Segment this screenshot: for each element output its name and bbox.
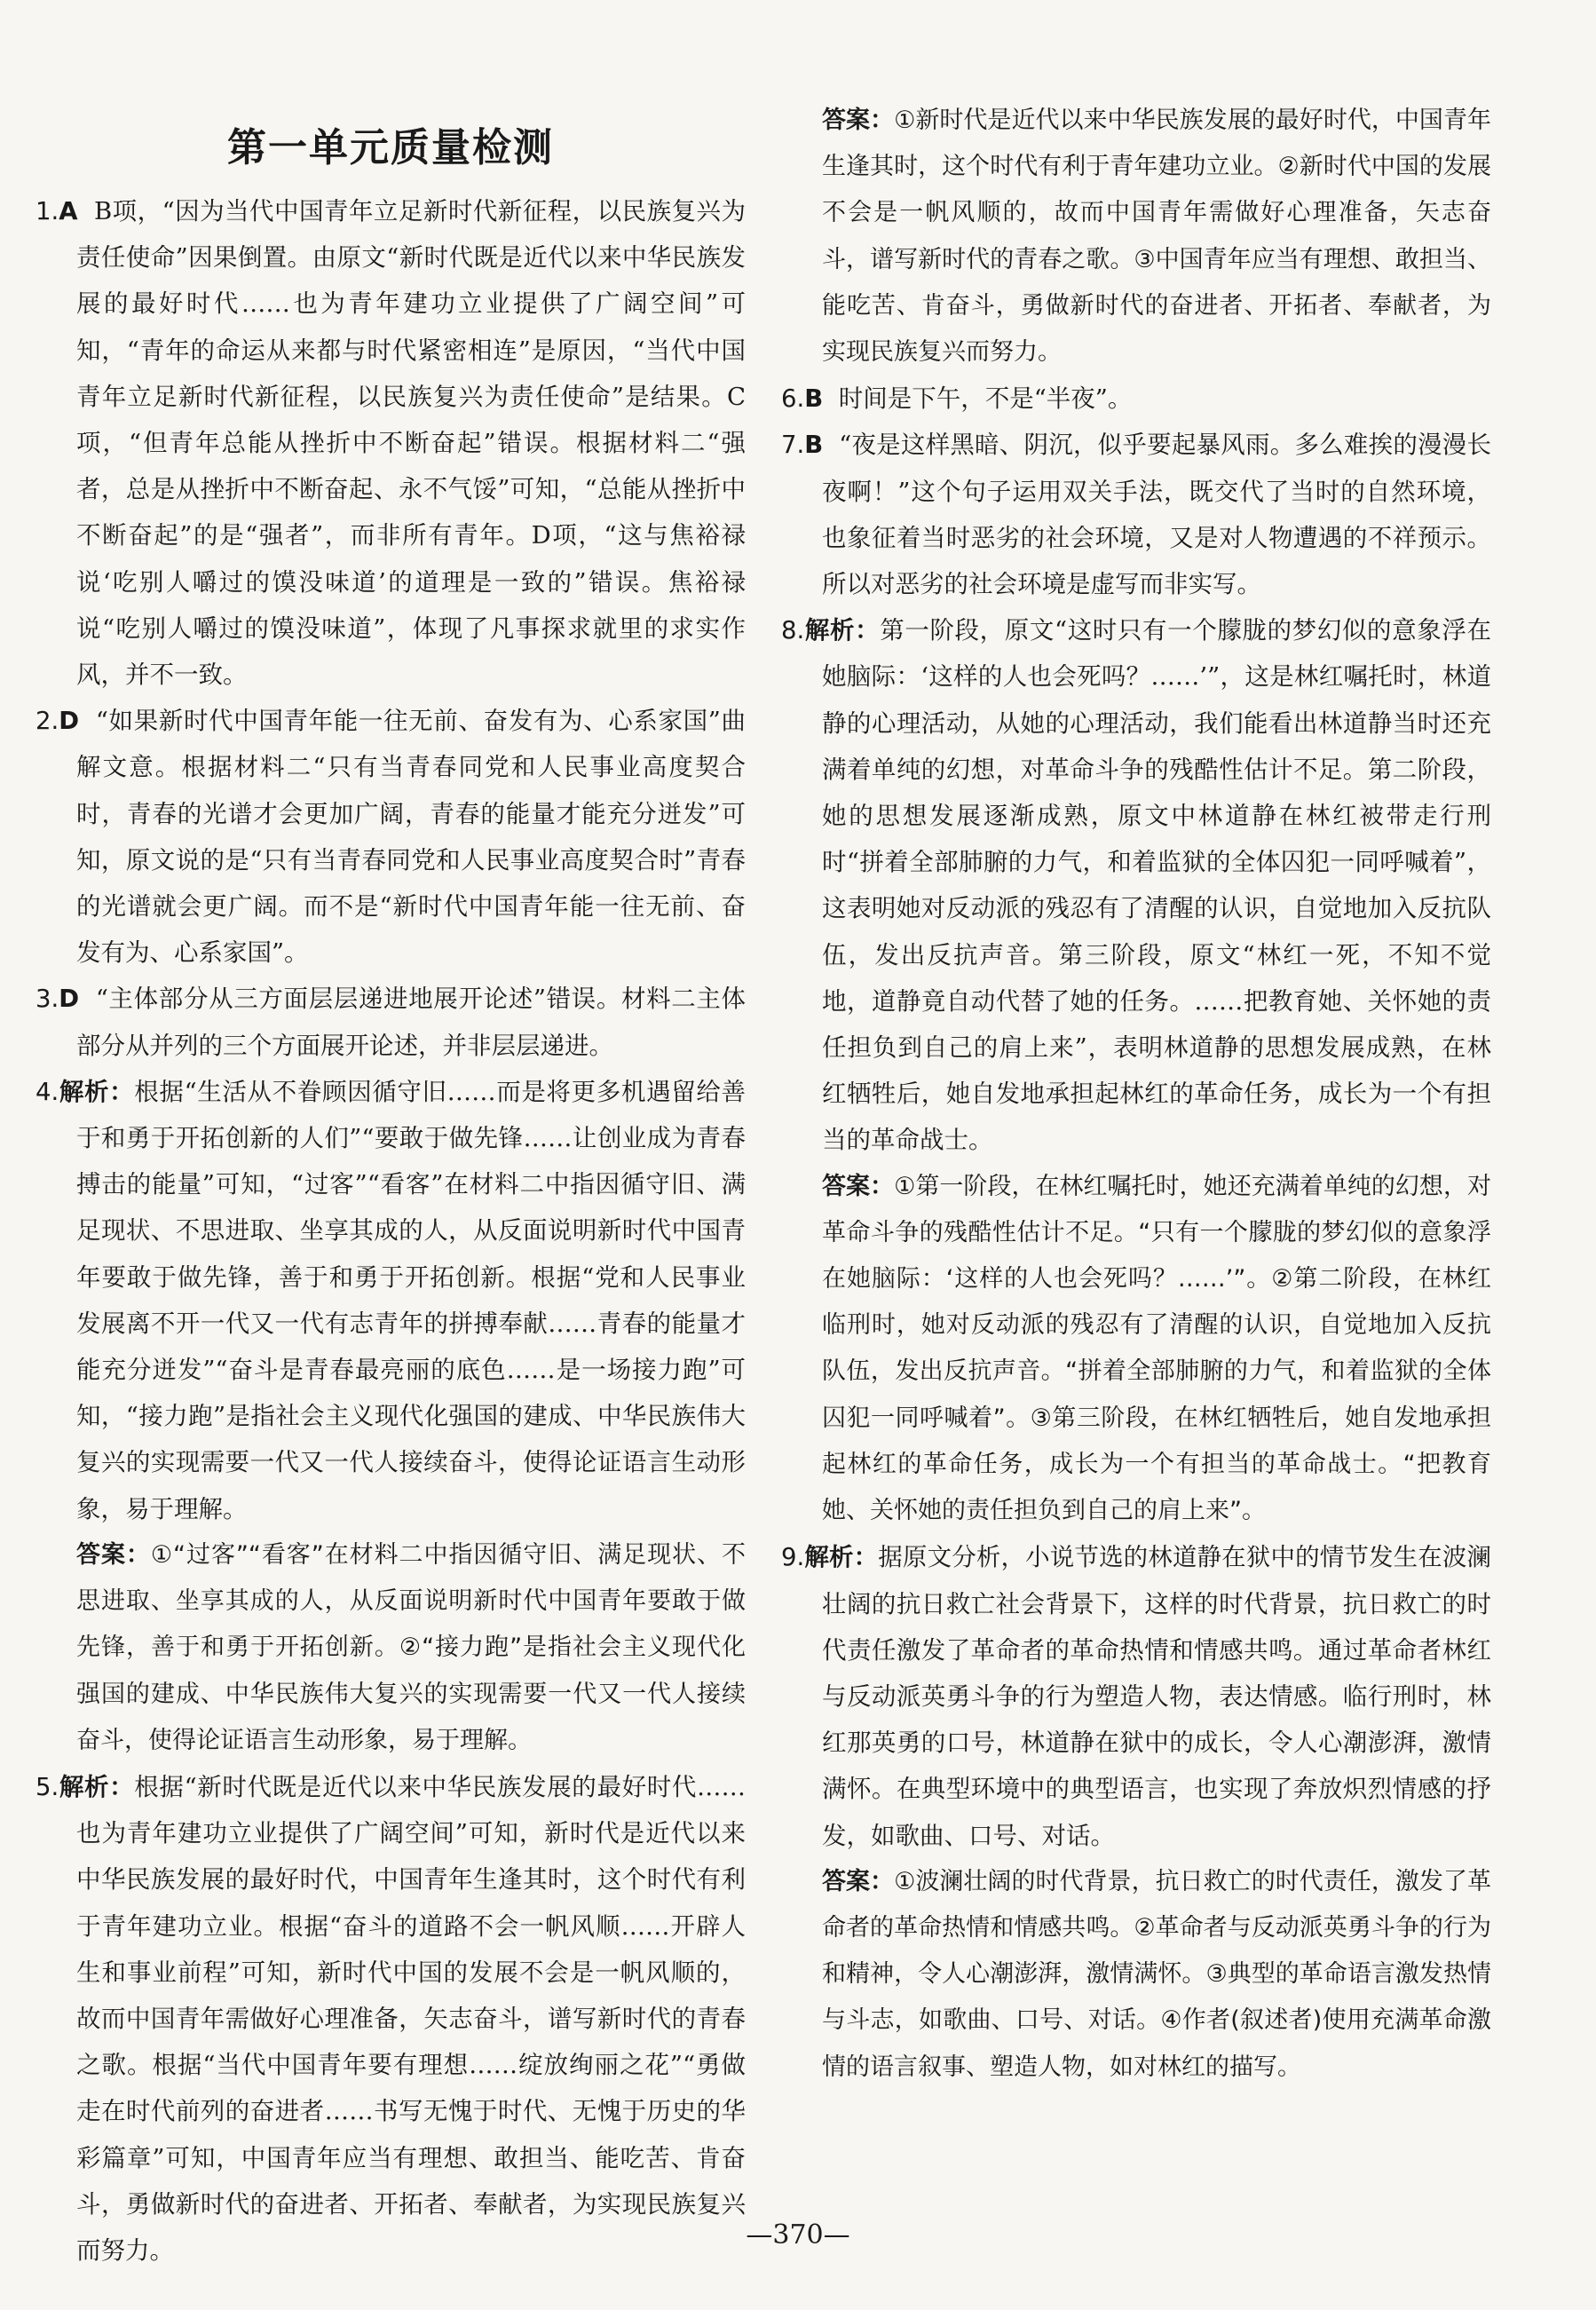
question-number: 2. — [36, 707, 59, 736]
question-7 — [781, 422, 1491, 607]
answer-text: ①新时代是近代以来中华民族发展的最好时代，中国青年生逢其时，这个时代有利于青年建功立业。②新时代中国的发展不会是一帆风顺的，故而中国青年需做好心理准备，矢志奋斗，谱写新时代的青春之歌。③中国青年应当有理想、敢担当、能吃苦、肯奋斗，勇做新时代的奋进者、开拓者、奉献者，为实现民族复兴而努力。 — [822, 107, 1491, 367]
answer-text: ①波澜壮阔的时代背景，抗日救亡的时代责任，激发了革命者的革命热情和情感共鸣。②革命者与反动派英勇斗争的行为和精神，令人心潮澎湃，激情满怀。③典型的革命语言激发热情与斗志，如歌曲、口号、对话。④作者(叙述者)使用充满革命激情的语言叙事、塑造人物，如对林红的描写。 — [822, 1867, 1491, 2081]
answer-label: 答案： — [822, 1867, 895, 1895]
question-5 — [36, 1764, 746, 2274]
question-number: 9. — [781, 1543, 805, 1572]
question-number: 6. — [781, 384, 805, 414]
answer-key: A — [59, 197, 78, 225]
explanation-text: “主体部分从三方面层层递进地展开论述”错误。材料二主体部分从并列的三个方面展开论述，并非层层递进。 — [76, 985, 746, 1060]
analysis-label: 解析： — [59, 1772, 135, 1801]
explanation-text: B项，“因为当代中国青年立足新时代新征程，以民族复兴为责任使命”因果倒置。由原文“新时代既是近代以来中华民族发展的最好时代……也为青年建功立业提供了广阔空间”可知，“青年的命运从来都与时代紧密相连”是原因，“当代中国青年立足新时代新征程，以民族复兴为责任使命”是结果。C项，“但青年总能从挫折中不断奋起”错误。根据材料二“强者，总是从挫折中不断奋起、永不气馁”可知，“总能从挫折中不断奋起”的是“强者”，而非所有青年。D项，“这与焦裕禄说‘吃别人嚼过的馍没味道’的道理是一致的”错误。焦裕禄说“吃别人嚼过的馍没味道”，体现了凡事探求就里的求实作风，并不一致。 — [76, 197, 747, 690]
explanation-text: “夜是这样黑暗、阴沉，似乎要起暴风雨。多么难挨的漫漫长夜啊！”这个句子运用双关手法，既交代了当时的自然环境，也象征着当时恶劣的社会环境，又是对人物遭遇的不祥预示。所以对恶劣的社会环境是虚写而非实写。 — [822, 431, 1492, 599]
question-9 — [781, 1534, 1491, 2090]
explanation-text: 时间是下午，不是“半夜”。 — [838, 384, 1133, 414]
question-number: 4. — [36, 1077, 59, 1106]
question-number: 3. — [36, 985, 59, 1014]
answer-label: 答案： — [822, 1172, 895, 1200]
answer-key: B — [804, 384, 824, 414]
page-number: —370— — [746, 2219, 850, 2251]
question-number: 1. — [36, 197, 59, 225]
question-1 — [36, 188, 746, 698]
analysis-label: 解析： — [804, 1543, 879, 1572]
question-2 — [36, 698, 746, 976]
analysis-label: 解析： — [59, 1077, 135, 1106]
question-number: 5. — [36, 1772, 59, 1801]
answer-text: ①第一阶段，在林红嘱托时，她还充满着单纯的幻想，对革命斗争的残酷性估计不足。“只有一个朦胧的梦幻似的意象浮在她脑际：‘这样的人也会死吗？……’”。②第二阶段，在林红临刑时，她对反动派的残忍有了清醒的认识，自觉地加入反抗队伍，发出反抗声音。“拼着全部肺腑的力气，和着监狱的全体囚犯一同呼喊着”。③第三阶段，在林红牺牲后，她自发地承担起林红的革命任务，成长为一个有担当的革命战士。“把教育她、关怀她的责任担负到自己的肩上来”。 — [822, 1172, 1491, 1525]
question-5-answer — [781, 98, 1491, 376]
analysis-text: 第一阶段，原文“这时只有一个朦胧的梦幻似的意象浮在她脑际：‘这样的人也会死吗？……’”，这是林红嘱托时，林道静的心理活动，从她的心理活动，我们能看出林道静当时还充满着单纯的幻想，对革命斗争的残酷性估计不足。第二阶段，她的思想发展逐渐成熟，原文中林道静在林红被带走行刑时“拼着全部肺腑的力气，和着监狱的全体囚犯一同呼喊着”，这表明她对反动派的残忍有了清醒的认识，自觉地加入反抗队伍，发出反抗声音。第三阶段，原文“林红一死，不知不觉地，道静竟自动代替了她的任务。……把教育她、关怀她的责任担负到自己的肩上来”，表明林道静的思想发展成熟，在林红牺牲后，她自发地承担起林红的革命任务，成长为一个有担当的革命战士。 — [822, 616, 1492, 1155]
explanation-text: “如果新时代中国青年能一往无前、奋发有为、心系家国”曲解文意。根据材料二“只有当青春同党和人民事业高度契合时，青春的光谱才会更加广阔，青春的能量才能充分迸发”可知，原文说的是“只有当青春同党和人民事业高度契合时”青春的光谱就会更广阔。而不是“新时代中国青年能一往无前、奋发有为、心系家国”。 — [76, 707, 746, 968]
analysis-text: 根据“生活从不眷顾因循守旧……而是将更多机遇留给善于和勇于开拓创新的人们”“要敢于做先锋……让创业成为青春搏击的能量”可知，“过客”“看客”在材料二中指因循守旧、满足现状、不思进取、坐享其成的人，从反面说明新时代中国青年要敢于做先锋，善于和勇于开拓创新。根据“党和人民事业发展离不开一代又一代有志青年的拼搏奉献……青春的能量才能充分迸发”“奋斗是青春最亮丽的底色……是一场接力跑”可知，“接力跑”是指社会主义现代化强国的建成、中华民族伟大复兴的实现需要一代又一代人接续奋斗，使得论证语言生动形象，易于理解。 — [76, 1077, 746, 1523]
question-8 — [781, 607, 1491, 1534]
answer-key: D — [59, 707, 80, 736]
analysis-label: 解析： — [804, 616, 881, 645]
right-column — [781, 98, 1491, 2091]
question-3 — [36, 976, 746, 1068]
answer-key: B — [804, 431, 824, 460]
question-number: 8. — [781, 616, 805, 645]
question-number: 7. — [781, 431, 805, 460]
answer-text: ①“过客”“看客”在材料二中指因循守旧、满足现状、不思进取、坐享其成的人，从反面说明新时代中国青年要敢于做先锋，善于和勇于开拓创新。②“接力跑”是指社会主义现代化强国的建成、中华民族伟大复兴的实现需要一代又一代人接续奋斗，使得论证语言生动形象，易于理解。 — [76, 1540, 747, 1754]
answer-label: 答案： — [76, 1540, 151, 1569]
question-4 — [36, 1069, 746, 1764]
left-column — [36, 107, 746, 2274]
page-title: 第一单元质量检测 — [227, 125, 554, 170]
analysis-text: 根据“新时代既是近代以来中华民族发展的最好时代……也为青年建功立业提供了广阔空间”可知，新时代是近代以来中华民族发展的最好时代，中国青年生逢其时，这个时代有利于青年建功立业。根据“奋斗的道路不会一帆风顺……开辟人生和事业前程”可知，新时代中国的发展不会是一帆风顺的，故而中国青年需做好心理准备，矢志奋斗，谱写新时代的青春之歌。根据“当代中国青年要有理想……绽放绚丽之花”“勇做走在时代前列的奋进者……书写无愧于时代、无愧于历史的华彩篇章”可知，中国青年应当有理想、敢担当、能吃苦、肯奋斗，勇做新时代的奋进者、开拓者、奉献者，为实现民族复兴而努力。 — [76, 1772, 746, 2265]
answer-label: 答案： — [822, 107, 895, 134]
answer-key: D — [59, 985, 80, 1014]
question-6 — [781, 376, 1491, 422]
analysis-text: 据原文分析，小说节选的林道静在狱中的情节发生在波澜壮阔的抗日救亡社会背景下，这样的时代背景，抗日救亡的时代责任激发了革命者的革命热情和情感共鸣。通过革命者林红与反动派英勇斗争的行为塑造人物，表达情感。临行刑时，林红那英勇的口号，林道静在狱中的成长，令人心潮澎湃，激情满怀。在典型环境中的典型语言，也实现了奔放炽烈情感的抒发，如歌曲、口号、对话。 — [822, 1543, 1492, 1850]
